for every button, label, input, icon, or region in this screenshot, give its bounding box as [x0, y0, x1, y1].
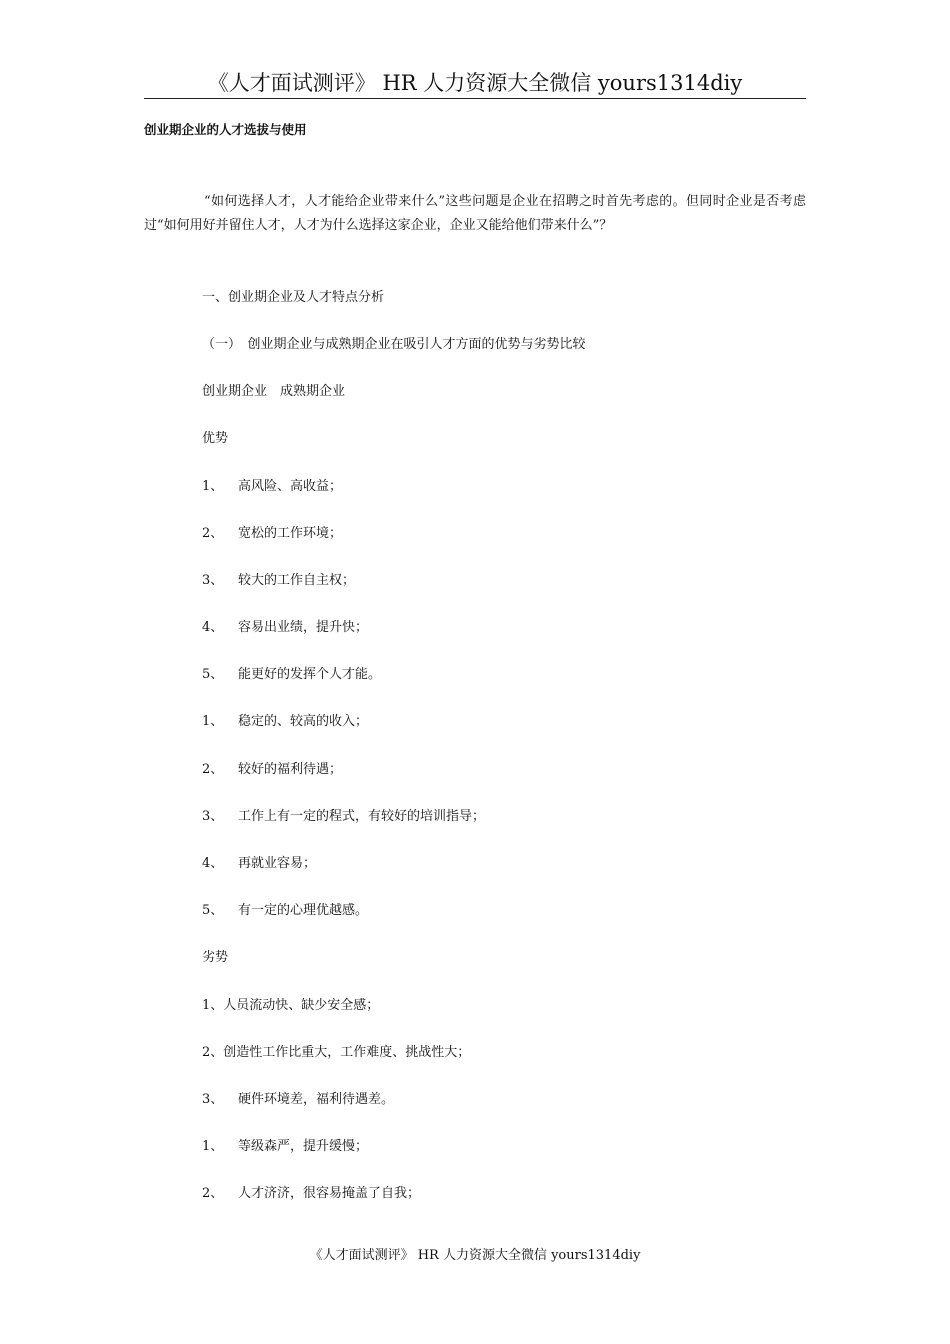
- list-item: [202, 1184, 420, 1204]
- list-item: [202, 1137, 368, 1157]
- list-item-number: 3、: [202, 573, 224, 588]
- advantages-heading: 优势: [202, 431, 229, 446]
- list-item-text: 有一定的心理优越感。: [238, 903, 369, 918]
- list-item-text: 容易出业绩，提升快；: [238, 620, 369, 635]
- disadvantages-heading: 劣势: [202, 950, 229, 965]
- list-item-number: 5、: [202, 903, 224, 918]
- list-item-text: 人才济济，很容易掩盖了自我；: [238, 1186, 421, 1201]
- list-item-number: 3、: [202, 809, 224, 824]
- column-labels: 创业期企业 成熟期企业: [202, 384, 346, 399]
- list-item-number: 2、: [202, 762, 224, 777]
- header-divider: [144, 98, 806, 99]
- list-item: [202, 1090, 394, 1110]
- list-item-number: 4、: [202, 620, 224, 635]
- subsection-heading: （一） 创业期企业与成熟期企业在吸引人才方面的优势与劣势比较: [202, 337, 586, 352]
- list-item: [202, 477, 342, 497]
- list-item-text: 较好的福利待遇；: [238, 762, 343, 777]
- list-item-number: 1、: [202, 714, 224, 729]
- list-item-text: 高风险、高收益；: [238, 479, 343, 494]
- list-item-text: 工作上有一定的程式，有较好的培训指导；: [238, 809, 486, 824]
- list-item-text: 能更好的发挥个人才能。: [238, 667, 382, 682]
- document-title: 创业期企业的人才选拔与使用: [144, 122, 307, 137]
- list-item: 2、创造性工作比重大，工作难度、挑战性大；: [202, 1045, 471, 1060]
- list-item: [202, 618, 368, 638]
- section-heading: 一、创业期企业及人才特点分析: [202, 290, 385, 305]
- list-item-number: 1、: [202, 1139, 224, 1154]
- list-item-text: 稳定的、较高的收入；: [238, 714, 369, 729]
- page-header-title: 《人才面试测评》 HR 人力资源大全微信 yours1314diy: [207, 71, 743, 95]
- list-item: [202, 901, 368, 921]
- intro-paragraph: “如何选择人才，人才能给企业带来什么”这些问题是企业在招聘之时首先考虑的。但同时企业是否考虑过“如何用好并留住人才，人才为什么选择这家企业，企业又能给他们带来什么”？: [144, 194, 806, 233]
- list-item: [202, 807, 485, 827]
- list-item-number: 4、: [202, 856, 224, 871]
- list-item: [202, 854, 316, 874]
- list-item-text: 等级森严，提升缓慢；: [238, 1139, 369, 1154]
- page-footer: 《人才面试测评》 HR 人力资源大全微信 yours1314diy: [309, 1248, 641, 1263]
- list-item-number: 1、: [202, 479, 224, 494]
- list-item-number: 2、: [202, 1186, 224, 1201]
- list-item-text: 硬件环境差，福利待遇差。: [238, 1092, 395, 1107]
- list-item: [202, 665, 381, 685]
- list-item: [202, 760, 342, 780]
- list-item: [202, 571, 355, 591]
- list-item: [202, 712, 368, 732]
- list-item-number: 2、: [202, 526, 224, 541]
- list-item-number: 3、: [202, 1092, 224, 1107]
- list-item-text: 宽松的工作环境；: [238, 526, 343, 541]
- list-item-text: 较大的工作自主权；: [238, 573, 356, 588]
- list-item-text: 再就业容易；: [238, 856, 317, 871]
- list-item: [202, 524, 342, 544]
- list-item-number: 5、: [202, 667, 224, 682]
- list-item: 1、人员流动快、缺少安全感；: [202, 998, 380, 1013]
